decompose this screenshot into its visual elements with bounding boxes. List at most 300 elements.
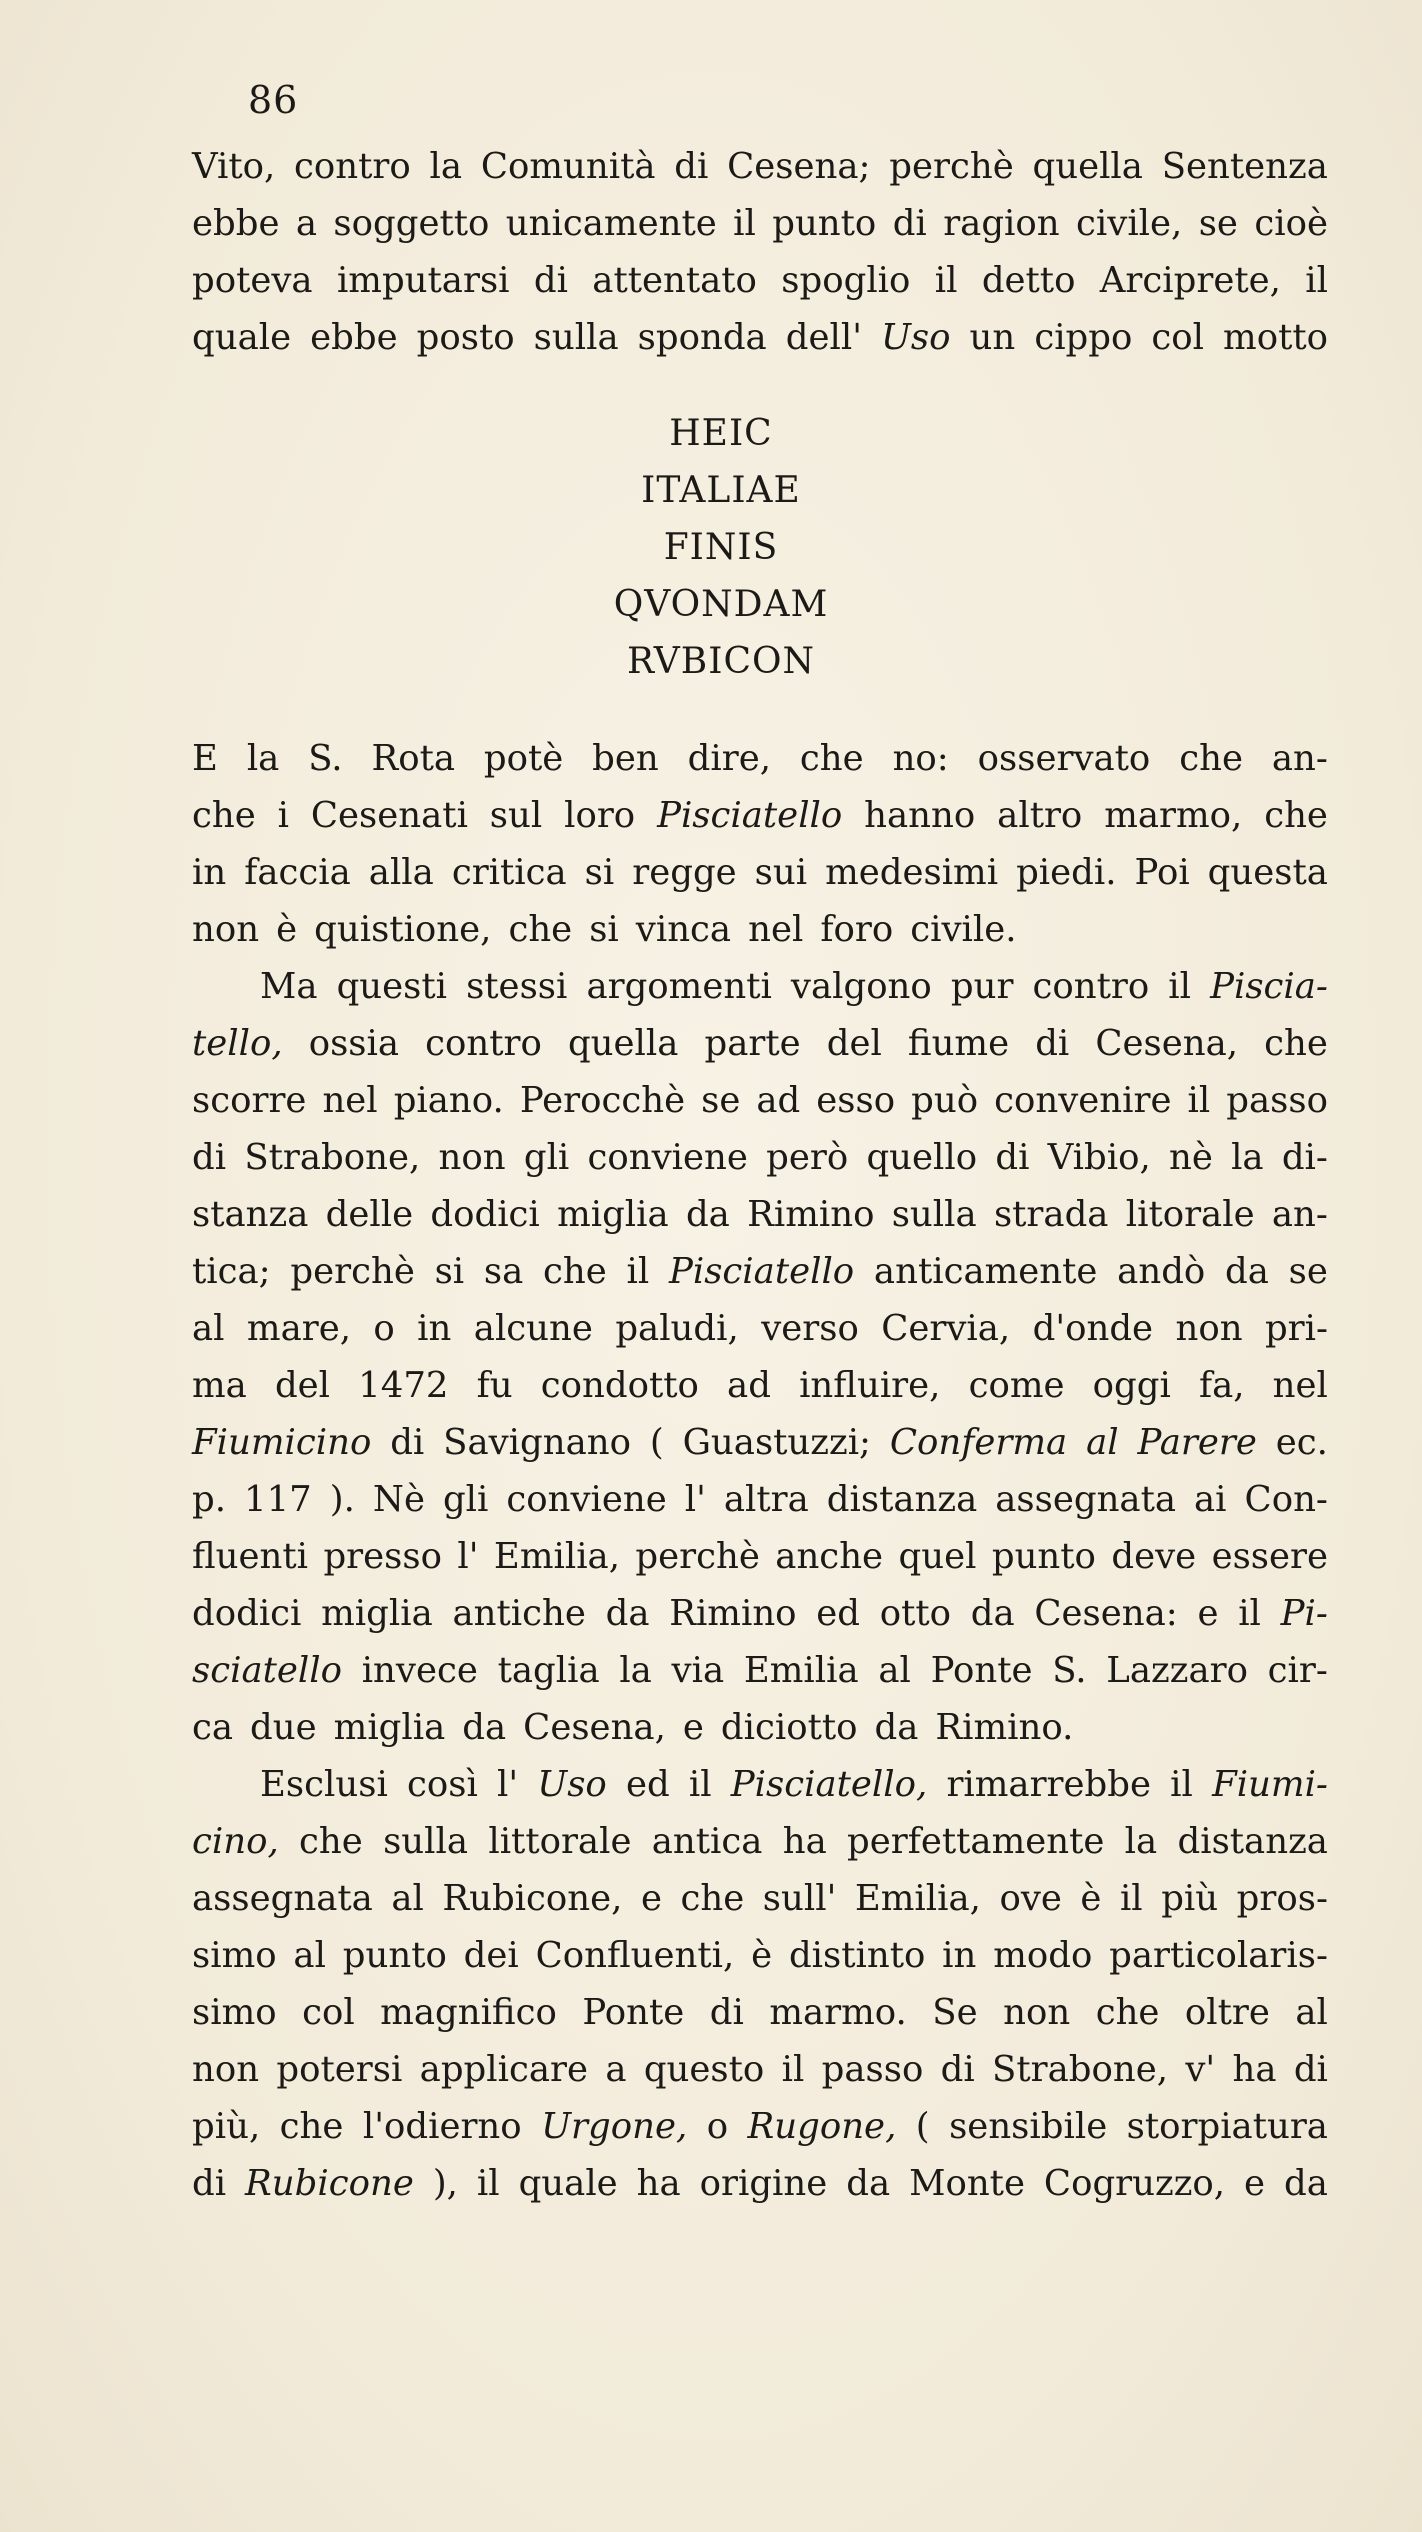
word: oggi	[1092, 1365, 1171, 1406]
word: col	[302, 1992, 355, 2033]
word: tica;	[192, 1251, 271, 1292]
word: Se	[932, 1992, 978, 2033]
word: ad	[727, 1365, 771, 1406]
text-line	[192, 1870, 1328, 1927]
word: Guastuzzi;	[682, 1422, 872, 1463]
text-line	[192, 1072, 1328, 1129]
word: di	[1293, 2049, 1328, 2090]
word: Vito,	[192, 146, 276, 187]
word: il	[1119, 1878, 1143, 1919]
word: Rimino.	[935, 1707, 1074, 1748]
word: quale	[192, 317, 292, 358]
word: perchè	[889, 146, 1014, 187]
word: quale	[518, 2163, 618, 2204]
word: dodici	[430, 1194, 540, 1235]
word: contro	[294, 146, 411, 187]
word: nel	[1272, 1365, 1328, 1406]
word: e	[1197, 1593, 1219, 1634]
word: rimarrebbe	[946, 1764, 1151, 1805]
word: 1472	[358, 1365, 449, 1406]
word: imputarsi	[336, 260, 510, 301]
word: marmo.	[769, 1992, 907, 2033]
text-line	[192, 195, 1328, 252]
word: modo	[993, 1935, 1093, 1976]
word: l'	[457, 1536, 479, 1577]
word: cino,	[192, 1821, 279, 1862]
word: si	[589, 909, 619, 950]
word: ossia	[308, 1023, 400, 1064]
word: nel	[322, 1080, 378, 1121]
word: Pisciatello,	[730, 1764, 928, 1805]
word: ca	[192, 1707, 234, 1748]
word: Uso	[881, 317, 951, 358]
word: cir-	[1267, 1650, 1328, 1691]
word: Ponte	[582, 1992, 685, 2033]
word: Sentenza	[1161, 146, 1328, 187]
word: se	[701, 1080, 741, 1121]
word: civile.	[910, 909, 1017, 950]
word: spoglio	[781, 260, 911, 301]
word: origine	[699, 2163, 828, 2204]
word: invece	[361, 1650, 478, 1691]
word: valgono	[790, 966, 932, 1007]
text-line	[192, 1756, 1328, 1813]
word: Nè	[372, 1479, 425, 1520]
word: ebbe	[192, 203, 280, 244]
word: più	[1161, 1878, 1219, 1919]
word: oltre	[1184, 1992, 1270, 2033]
word: e	[1244, 2163, 1266, 2204]
word: la	[246, 738, 280, 779]
word: ove	[999, 1878, 1062, 1919]
word: Rubicone	[245, 2163, 414, 2204]
word: Pisciatello	[668, 1251, 855, 1292]
word: piano.	[393, 1080, 504, 1121]
word: al	[1086, 1422, 1119, 1463]
word: l'	[496, 1764, 519, 1805]
word: presso	[323, 1536, 442, 1577]
word: passo	[1226, 1080, 1328, 1121]
word: se	[1288, 1251, 1328, 1292]
word: distanza	[826, 1479, 978, 1520]
word: Con-	[1244, 1479, 1328, 1520]
word: soggetto	[333, 203, 490, 244]
word: sulla	[383, 1821, 469, 1862]
word: Ma	[260, 966, 318, 1007]
word: foro	[820, 909, 894, 950]
word: parte	[704, 1023, 801, 1064]
word: Savignano	[443, 1422, 632, 1463]
word: vinca	[635, 909, 732, 950]
word: delle	[325, 1194, 414, 1235]
word: critica	[451, 852, 567, 893]
word: faccia	[244, 852, 351, 893]
word: al	[293, 1935, 326, 1976]
word: via	[671, 1650, 725, 1691]
word: applicare	[419, 2049, 589, 2090]
word: punto	[342, 1935, 447, 1976]
word: pros-	[1236, 1878, 1328, 1919]
word: in	[192, 852, 227, 893]
word: dell'	[785, 317, 862, 358]
word: quel	[898, 1536, 977, 1577]
word: è	[276, 909, 298, 950]
inscription-motto	[0, 405, 1422, 690]
word: del	[826, 1023, 882, 1064]
text-line	[192, 787, 1328, 844]
word: miglia	[333, 1707, 446, 1748]
word: questo	[643, 2049, 765, 2090]
word: il	[781, 2049, 805, 2090]
word: il	[1238, 1593, 1261, 1634]
word: da	[846, 2163, 891, 2204]
word: ed	[816, 1593, 861, 1634]
word: il	[688, 1764, 712, 1805]
word: simo	[192, 1992, 277, 2033]
word: fluenti	[192, 1536, 309, 1577]
word: deve	[1111, 1536, 1197, 1577]
text-line	[192, 1357, 1328, 1414]
word: motto	[1223, 317, 1328, 358]
word: sulla	[891, 1194, 977, 1235]
word: da	[605, 1593, 650, 1634]
word: particolaris-	[1109, 1935, 1328, 1976]
motto-line: HEIC	[669, 413, 773, 454]
word: ha	[1232, 2049, 1277, 2090]
text-line	[192, 1129, 1328, 1186]
word: Cogruzzo,	[1043, 2163, 1226, 2204]
word: nè	[1168, 1137, 1213, 1178]
word: Strabone,	[244, 1137, 421, 1178]
motto-line: FINIS	[663, 527, 779, 568]
word: alcune	[473, 1308, 593, 1349]
word: Urgone,	[541, 2106, 688, 2147]
word: di	[995, 1137, 1030, 1178]
word: i	[277, 795, 289, 836]
text-line	[192, 309, 1328, 366]
word: ragion	[943, 203, 1060, 244]
word: ),	[432, 2163, 458, 2204]
page-number: 86	[248, 78, 299, 122]
word: assegnata	[192, 1878, 373, 1919]
word: Lazzaro	[1106, 1650, 1248, 1691]
word: Fiumicino	[192, 1422, 372, 1463]
word: sponda	[637, 317, 767, 358]
word: Cesena,	[1095, 1023, 1239, 1064]
word: d'onde	[1032, 1308, 1154, 1349]
word: anticamente	[873, 1251, 1098, 1292]
word: col	[1151, 317, 1205, 358]
word: antica	[651, 1821, 763, 1862]
word: antiche	[452, 1593, 586, 1634]
word: potè	[483, 738, 564, 779]
word: di	[533, 260, 568, 301]
word: sull'	[762, 1878, 837, 1919]
word: condotto	[540, 1365, 699, 1406]
word: altra	[723, 1479, 809, 1520]
word: storpiatura	[1126, 2106, 1328, 2147]
word: da	[874, 1707, 919, 1748]
word: passo	[821, 2049, 924, 2090]
word: Rimino	[747, 1194, 875, 1235]
word: conviene	[587, 1137, 748, 1178]
word: e	[640, 1878, 662, 1919]
word: il	[626, 1251, 650, 1292]
word: simo	[192, 1935, 277, 1976]
text-line	[192, 901, 1328, 958]
word: miglia	[321, 1593, 433, 1634]
word: Piscia-	[1210, 966, 1328, 1007]
word: di	[709, 1992, 744, 2033]
word: unicamente	[505, 203, 717, 244]
motto-line: QVONDAM	[613, 584, 829, 625]
word: come	[968, 1365, 1065, 1406]
word: Cervia,	[881, 1308, 1011, 1349]
word: contro	[1032, 966, 1150, 1007]
word: quistione,	[314, 909, 492, 950]
word: ha	[636, 2163, 681, 2204]
word: sul	[489, 795, 543, 836]
word: Vibio,	[1047, 1137, 1151, 1178]
word: punto	[772, 203, 877, 244]
text-line	[192, 2155, 1328, 2212]
word: (	[915, 2106, 930, 2147]
opening-paragraph	[192, 138, 1328, 366]
word: di	[892, 203, 927, 244]
word: ).	[329, 1479, 355, 1520]
word: Strabone,	[992, 2049, 1169, 2090]
word: conviene	[506, 1479, 667, 1520]
word: di-	[1281, 1137, 1328, 1178]
word: che	[1095, 1992, 1160, 2033]
text-line	[192, 730, 1328, 787]
word: sciatello	[192, 1650, 342, 1691]
word: pur	[950, 966, 1014, 1007]
word: che	[508, 909, 573, 950]
text-line	[192, 1927, 1328, 1984]
word: cioè	[1254, 203, 1328, 244]
word: an-	[1271, 1194, 1328, 1235]
word: poteva	[192, 260, 313, 301]
word: attentato	[592, 260, 757, 301]
word: Rota	[371, 738, 456, 779]
word: è	[751, 1935, 773, 1976]
word: Esclusi	[260, 1764, 388, 1805]
word: E	[192, 738, 218, 779]
word: è	[1080, 1878, 1102, 1919]
word: Pi-	[1280, 1593, 1328, 1634]
word: più,	[192, 2106, 261, 2147]
word: quella	[1032, 146, 1143, 187]
word: da	[685, 1194, 730, 1235]
word: stessi	[466, 966, 568, 1007]
word: sui	[754, 852, 808, 893]
word: può	[911, 1080, 979, 1121]
word: a	[605, 2049, 627, 2090]
word: magnifico	[380, 1992, 557, 2033]
word: non	[192, 2049, 260, 2090]
word: anche	[775, 1536, 884, 1577]
word: che	[799, 738, 864, 779]
word: an-	[1271, 738, 1328, 779]
word: strada	[993, 1194, 1109, 1235]
text-line	[192, 1471, 1328, 1528]
word: no:	[892, 738, 949, 779]
word: Emilia	[743, 1650, 859, 1691]
main-text	[192, 730, 1328, 2212]
word: da	[1284, 2163, 1328, 2204]
word: potersi	[276, 2049, 403, 2090]
text-line	[192, 1186, 1328, 1243]
word: pri-	[1264, 1308, 1328, 1349]
text-line	[192, 1642, 1328, 1699]
word: influire,	[799, 1365, 941, 1406]
word: o	[706, 2106, 729, 2147]
text-line	[192, 844, 1328, 901]
word: argomenti	[586, 966, 772, 1007]
word: di	[674, 146, 709, 187]
word: paludi,	[615, 1308, 739, 1349]
text-line	[192, 1585, 1328, 1642]
text-line	[192, 1813, 1328, 1870]
word: ec.	[1275, 1422, 1328, 1463]
word: ed	[625, 1764, 670, 1805]
word: ad	[756, 1080, 801, 1121]
word: e	[682, 1707, 704, 1748]
word: essere	[1211, 1536, 1328, 1577]
word: tello,	[192, 1023, 283, 1064]
word: perfettamente	[847, 1821, 1105, 1862]
word: stanza	[192, 1194, 309, 1235]
word: Conferma	[889, 1422, 1068, 1463]
word: verso	[761, 1308, 859, 1349]
word: medesimi	[825, 852, 999, 893]
word: che	[1264, 795, 1328, 836]
word: di	[390, 1422, 425, 1463]
word: littorale	[488, 1821, 632, 1862]
word: che	[1264, 1023, 1328, 1064]
word: convenire	[994, 1080, 1172, 1121]
word: assegnata	[995, 1479, 1177, 1520]
word: Emilia,	[854, 1878, 981, 1919]
word: Cesena;	[727, 146, 871, 187]
word: il	[934, 260, 958, 301]
word: civile,	[1076, 203, 1183, 244]
word: ma	[192, 1365, 247, 1406]
word: che	[543, 1251, 607, 1292]
word: ai	[1194, 1479, 1227, 1520]
word: mare,	[246, 1308, 352, 1349]
word: da	[970, 1593, 1015, 1634]
word: Monte	[909, 2163, 1025, 2204]
word: non	[192, 909, 260, 950]
word: Poi	[1134, 852, 1190, 893]
word: Fiumi-	[1212, 1764, 1328, 1805]
word: dire,	[687, 738, 772, 779]
word: la	[619, 1650, 652, 1691]
text-line	[192, 1699, 1328, 1756]
word: al	[391, 1878, 424, 1919]
word: di	[1035, 1023, 1070, 1064]
word: punto	[991, 1536, 1096, 1577]
word: questi	[336, 966, 448, 1007]
word: Confluenti,	[535, 1935, 735, 1976]
word: andò	[1117, 1251, 1206, 1292]
word: che	[1179, 738, 1243, 779]
word: il	[1168, 966, 1192, 1007]
word: taglia	[497, 1650, 600, 1691]
word: S.	[308, 738, 343, 779]
word: al	[192, 1308, 225, 1349]
word: Comunità	[480, 146, 656, 187]
word: nel	[748, 909, 804, 950]
word: contro	[425, 1023, 542, 1064]
word: si	[584, 852, 615, 893]
word: dodici	[192, 1593, 302, 1634]
word: ebbe	[310, 317, 398, 358]
word: quella	[567, 1023, 679, 1064]
text-line	[192, 1414, 1328, 1471]
word: che	[192, 795, 256, 836]
word: da	[462, 1707, 507, 1748]
word: sulla	[533, 317, 619, 358]
word: così	[406, 1764, 478, 1805]
word: fiume	[907, 1023, 1010, 1064]
word: il	[476, 2163, 500, 2204]
word: il	[1187, 1080, 1211, 1121]
word: Cesenati	[310, 795, 468, 836]
word: Parere	[1137, 1422, 1257, 1463]
word: posto	[416, 317, 515, 358]
word: miglia	[557, 1194, 669, 1235]
word: sa	[483, 1251, 524, 1292]
word: Cesena,	[523, 1707, 666, 1748]
word: perchè	[290, 1251, 415, 1292]
word: detto	[981, 260, 1076, 301]
word: distinto	[788, 1935, 926, 1976]
word: che	[279, 2106, 344, 2147]
word: in	[417, 1308, 452, 1349]
text-line	[192, 1243, 1328, 1300]
word: di	[192, 2163, 227, 2204]
word: dei	[463, 1935, 519, 1976]
word: in	[942, 1935, 977, 1976]
word: il	[1170, 1764, 1193, 1805]
text-line	[192, 252, 1328, 309]
word: Rugone,	[747, 2106, 897, 2147]
word: due	[250, 1707, 317, 1748]
word: un	[969, 317, 1016, 358]
word: marmo,	[1104, 795, 1243, 836]
text-line	[192, 138, 1328, 195]
word: o	[373, 1308, 395, 1349]
word: a	[295, 203, 318, 244]
word: la	[429, 146, 463, 187]
word: il	[733, 203, 756, 244]
word: p.	[192, 1479, 227, 1520]
word: se	[1198, 203, 1238, 244]
word: ha	[782, 1821, 827, 1862]
word: regge	[632, 852, 737, 893]
word: sensibile	[949, 2106, 1108, 2147]
text-line	[192, 1528, 1328, 1585]
text-line	[192, 2041, 1328, 2098]
word: Rubicone,	[442, 1878, 623, 1919]
word: alla	[368, 852, 434, 893]
word: non	[1003, 1992, 1071, 2033]
word: da	[1225, 1251, 1269, 1292]
word: questa	[1207, 852, 1328, 893]
